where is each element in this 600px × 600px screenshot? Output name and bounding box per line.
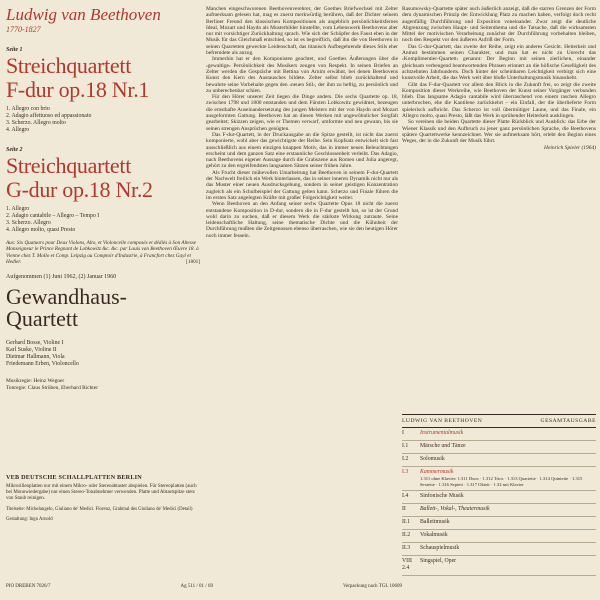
complete-edition-entry	[420, 430, 596, 437]
complete-edition-number: II.3	[402, 545, 411, 552]
essay-paragraph: Gibt das F-dur-Quartett vor allem den Blick in die Zukunft frei, so zeigt die zweite Komposition dieser Werkreihe, wie Beethoven der Kunst seiner Vorgänger verbunden blieb. Das langsame Adagio cantabile wird überraschend von einem raschen Allegro unterbrochen, ehe die Kantilene zurückkehrt – ein Einfall, der die überlieferte Form spielerisch aufbricht. Das Scherzo ist voll übermütiger Laune, und das Finale, ein Allegro molto, quasi Presto, läßt das Werk in sprühender Heiterkeit ausklingen.	[402, 81, 596, 120]
complete-edition-number: VIII 2.4	[402, 558, 412, 572]
complete-edition-entry	[420, 469, 596, 487]
ensemble-name-line2: Quartett	[6, 305, 79, 331]
recording-dates: Aufgenommen (1) Juni 1962, (2) Januar 1960	[6, 273, 117, 280]
essay-paragraph: Rasumowsky-Quartette später auch äußerlich anzeigt, daß die starren Grenzen der Form dem dynamischen Prinzip der Entwicklung Platz zu machen haben, verfolgt doch recht augenfällig Durchführung und Exposition voneinander. Zwar zeigt die deutliche Abgrenzung zwischen Haupt- und Seitenthema und die Tatsache, daß die wirksamsten Mittel der motivischen Verarbeitung zunächst der Durchführung vorbehalten bleiben, noch den Respekt vor den äußeren Aufriß der Form.	[402, 6, 596, 44]
composer-dates: 1770-1827	[6, 25, 41, 34]
complete-edition-row	[402, 556, 596, 576]
complete-edition-number: II.2	[402, 532, 411, 539]
complete-edition-row	[402, 517, 596, 530]
side-2-label: Seite 2	[6, 147, 23, 153]
essay-paragraph: Manchen eingeschworenen Beethovenverehrer, der Goethes Briefwechsel mit Zelter aufmerksam gelesen hat, mag es zuerst merkwürdig berühren, daß der Dichter seinem Berliner Freund den klassischen Kompositionen als angeblich persönlichkeitsfernes Ideal, Mozart und Haydn als Musterbilder hinstellte, vom Lebenswerk Beethovens aber nur mit vorsichtiger Zurückhaltung sprach. Wie sich der Schöpfer des Faust eben in der Musik für das Gleichmaß entschied, so ist es begreiflich, daß ihn die von Beethoven in seinen Quartetten geweckte Leidenschaft, das titanisch Aufbegehrende dieses Stils eher befremdete als anzog.	[206, 6, 398, 57]
complete-edition-entry	[420, 532, 596, 539]
edition-note	[6, 240, 200, 266]
performer-item: Friedemann Erben, Violoncello	[6, 360, 79, 367]
complete-edition-title: Vokalmusik	[420, 532, 448, 539]
complete-edition-row	[402, 491, 596, 504]
performer-item: Dietmar Hallmann, Viola	[6, 353, 65, 360]
complete-edition-row	[402, 441, 596, 454]
complete-edition-number: I.3	[402, 469, 409, 475]
credit-item: Musikregie: Heinz Wegner	[6, 377, 65, 384]
complete-edition-number: I.4	[402, 493, 409, 500]
liner-notes-column-1	[206, 6, 398, 239]
side-1-title-line2: F-dur op.18 Nr.1	[6, 77, 150, 102]
playback-instructions: Mikrorillenplatten nur mit einem Mikro- oder Stereoabtaster abspielen. Für Stereoplatten (auch bei Monowiedergabe) nur einen Stereo-Tonabnehmer verwenden. Platte und Abtastspitze stets von Staub reinigen.	[6, 484, 197, 502]
complete-edition-entry	[420, 456, 596, 463]
catalog-footer	[6, 584, 402, 589]
essay-paragraph: Als Frucht dieser mühevollen Umarbeitung hat Beethoven in seinem F-dur-Quartett der Nachwelt freilich ein Werk hinterlassen, das in seiner inneren Dynamik nicht nur als das Muster einer neuen Ausdrucksgebung, sondern in seiner geistigen Konzentration zugleich als ein Schulbeispiel der Gattung gelten kann. Scherzo und Finale führen die im ersten Satz angelegten Kräfte mit großer Folgerichtigkeit weiter.	[206, 169, 398, 201]
complete-edition-subtitle: 1.311 ohne Klavier: 1.311 Duos · 1.312 Trios · 1.313 Quartette · 1.314 Quintette · 1.315 Sextette · 1.316 Septett · 1.317 Oktett · 1.32 mit Klavier	[420, 476, 583, 487]
complete-edition-number: I	[402, 430, 404, 436]
liner-notes-column-2	[402, 6, 596, 151]
ensemble-name-line1: Gewandhaus-	[6, 283, 127, 309]
essay-paragraph: So vereinen die beiden Quartette dieser Platte Rückblick und Ausblick: das Erbe der Wiener Klassik und den Aufbruch zu jener ganz persönlichen Sprache, die Beethovens spätere Quartettwerke kennzeichnet. Wer sie aufmerksam hört, erlebt den Beginn eines Weges, der in die Zukunft der Musik führt.	[402, 119, 596, 145]
movement-item: 1. Allegro	[6, 206, 30, 212]
complete-edition-title: Schauspielmusik	[420, 545, 460, 552]
complete-edition-number: I.1	[402, 443, 409, 449]
complete-edition-title: Instrumentalmusik	[420, 430, 464, 436]
complete-edition-title: Singspiel, Oper	[420, 558, 457, 565]
footer-printer: PIO DREBEN 7026/7	[6, 584, 51, 589]
label-info	[6, 474, 200, 523]
side-2-movements	[6, 206, 200, 234]
movement-item: 4. Allegro	[6, 127, 30, 133]
complete-edition-title: Sinfonische Musik	[420, 493, 464, 500]
complete-edition-index	[402, 414, 596, 576]
movement-item: 3. Scherzo. Allegro molto	[6, 120, 66, 126]
complete-edition-title: Ballett-, Vokal-, Theatermusik	[420, 506, 490, 513]
complete-edition-title: Märsche und Tänze	[420, 443, 466, 449]
movement-item: 2. Adagio affettuoso ed appassionato	[6, 113, 92, 119]
complete-edition-heading	[402, 415, 596, 428]
complete-edition-row	[402, 530, 596, 543]
edition-note-year: [1801]	[186, 259, 200, 266]
performer-list	[6, 340, 200, 368]
complete-edition-entry	[420, 545, 596, 552]
complete-edition-entry	[420, 558, 596, 572]
complete-edition-row	[402, 467, 596, 491]
design-credit: Gestaltung: Ingo Arnold	[6, 516, 53, 522]
complete-edition-row	[402, 428, 596, 441]
movement-item: 4. Allegro molto, quasi Presto	[6, 227, 76, 233]
complete-edition-title: Solomusik	[420, 456, 445, 462]
essay-paragraph: Das F-dur-Quartett, in der Druckausgabe an die Spitze gestellt, ist nicht das zuerst komponierte, wohl aber das gewichtigste der Reihe. Sein Kopfsatz entwickelt sich fast ausschließlich aus einem einzigen knappen Motiv, das in immer neuen Beleuchtungen erscheint und dem ganzen Satz eine erstaunliche Geschlossenheit verleiht. Das Adagio, nach Beethovens eigener Aussage durch die Grabszene aus Romeo und Julia angeregt, gehört zu den ergreifendsten langsamen Sätzen seiner frühen Jahre.	[206, 131, 398, 170]
complete-edition-entry	[420, 493, 596, 500]
complete-edition-title: Kammermusik	[420, 469, 454, 475]
complete-edition-entry	[420, 506, 596, 513]
complete-edition-row	[402, 504, 596, 517]
track-listing-column	[6, 6, 200, 392]
complete-edition-number: II	[402, 506, 406, 513]
essay-paragraph: Für den Hörer unserer Zeit liegen die Dinge anders. Die sechs Quartette op. 18, zwischen 1798 und 1800 entstanden und dem Fürsten Lobkowitz gewidmet, bezeugen die ernsthafte Auseinandersetzung des jungen Meisters mit der von Haydn und Mozart ausgeformten Gattung. Beethoven hat an diesen Werken mit ungewöhnlicher Sorgfalt gearbeitet; Skizzen zeigen, wie er Themen verwarf, umformte und neu gewann, bis sie seinen strengen Ansprüchen genügten.	[206, 94, 398, 132]
performer-item: Gerhard Bosse, Violine I	[6, 339, 64, 346]
production-credits	[6, 378, 200, 392]
essay-paragraph: Das G-dur-Quartett, das zweite der Reihe, zeigt ein anderes Gesicht. Heiterkeit und Anmut bestimmen seinen Charakter, und man hat es nicht zu Unrecht das ›Komplimentier-Quartett‹ genannt: Der Beginn mit seinen zierlichen, einander gleichsam verbeugend beantwortenden Phrasen erinnert an die höfische Geselligkeit des achtzehnten Jahrhunderts. Doch hinter der scheinbaren Leichtigkeit verbirgt sich eine kunstvolle Arbeit, die das Werk weit über bloße Unterhaltungsmusik hinaushebt.	[402, 43, 596, 82]
side-1-title-line1: Streichquartett	[6, 53, 132, 78]
side-2-title-line2: G-dur op.18 Nr.2	[6, 177, 153, 202]
complete-edition-row	[402, 543, 596, 556]
credit-item: Tonregie: Claus Strüben, Eberhard Richter	[6, 384, 98, 391]
label-name: VEB DEUTSCHE SCHALLPLATTEN BERLIN	[6, 474, 142, 481]
complete-edition-entry	[420, 443, 596, 450]
cover-image-credit: Titelseite: Michelangelo, Giuliano de' Medici. Florenz, Grabmal des Giuliano de' Medici (Detail)	[6, 506, 193, 512]
complete-edition-number: I.2	[402, 456, 409, 462]
side-1-label: Seite 1	[6, 47, 23, 53]
complete-edition-heading-left: LUDWIG VAN BEETHOVEN	[402, 418, 483, 424]
complete-edition-title: Ballettmusik	[420, 519, 450, 526]
complete-edition-row	[402, 454, 596, 467]
composer-name: Ludwig van Beethoven	[6, 5, 161, 24]
complete-edition-number: II.1	[402, 519, 411, 526]
performer-item: Karl Suske, Violine II	[6, 346, 57, 353]
complete-edition-entry	[420, 519, 596, 526]
footer-packaging: Verpackung nach TGL 10609	[342, 584, 402, 589]
side-2-title-line1: Streichquartett	[6, 153, 132, 178]
movement-item: 3. Scherzo. Allegro	[6, 220, 51, 226]
essay-paragraph: Immerhin hat er den Komponisten geachtet, und Goethes Äußerungen über die ›gewaltige‹ Persönlichkeit des Musikers zeugen von Respekt. In seinen Briefen an Zelter werden die Gespräche mit Bettina von Arnim erwähnt, bei denen Beethovens Kunst den Kern des Austausches bildete. Zelter selbst blieb zurückhaltend und bewahrte seine Vorbehalte gegen den ›neuen Stil‹, der ihm zu heftig, zu persönlich und zu unberechenbar schien.	[206, 56, 398, 94]
complete-edition-rows	[402, 428, 596, 576]
edition-note-text: Aus: Six Quatuors pour Deux Violons, Alto, et Violoncelle composés et dédiés à Son Altesse Monseigneur le Prince Regnant de Lobkowitz &c. &c. par Louis van Beethoven Œuvre 18. à Vienne chez T. Mollo et Comp. Leipzig au Comptoir d'Industrie, à Francfort chez Gayl et Hedler.	[6, 240, 199, 266]
side-1-movements	[6, 106, 200, 134]
essay-signature: Heinrich Spieler (1964)	[544, 144, 596, 151]
footer-license: Ag 511 / 01 / 69	[180, 584, 213, 589]
complete-edition-heading-right: GESAMTAUSGABE	[540, 418, 596, 424]
movement-item: 1. Allegro con brio	[6, 106, 50, 112]
essay-paragraph: Wenn Beethoven an den Anfang seiner sechs Quartette Opus 18 nicht die zuerst entstandene Komposition in D-dur, sondern die in F-dur gestellt hat, so ist der Grund wohl darin zu suchen, daß er diesem Werk die stärkste Wirkung zutraute. Seine leidenschaftliche Haltung, seine thematische Dichte und die Kühnheit der Durchführung mußten die Zeitgenossen ebenso überraschen, wie sie den heutigen Hörer noch immer fesseln.	[206, 201, 398, 239]
movement-item: 2. Adagio cantabile – Allegro – Tempo I	[6, 213, 100, 219]
